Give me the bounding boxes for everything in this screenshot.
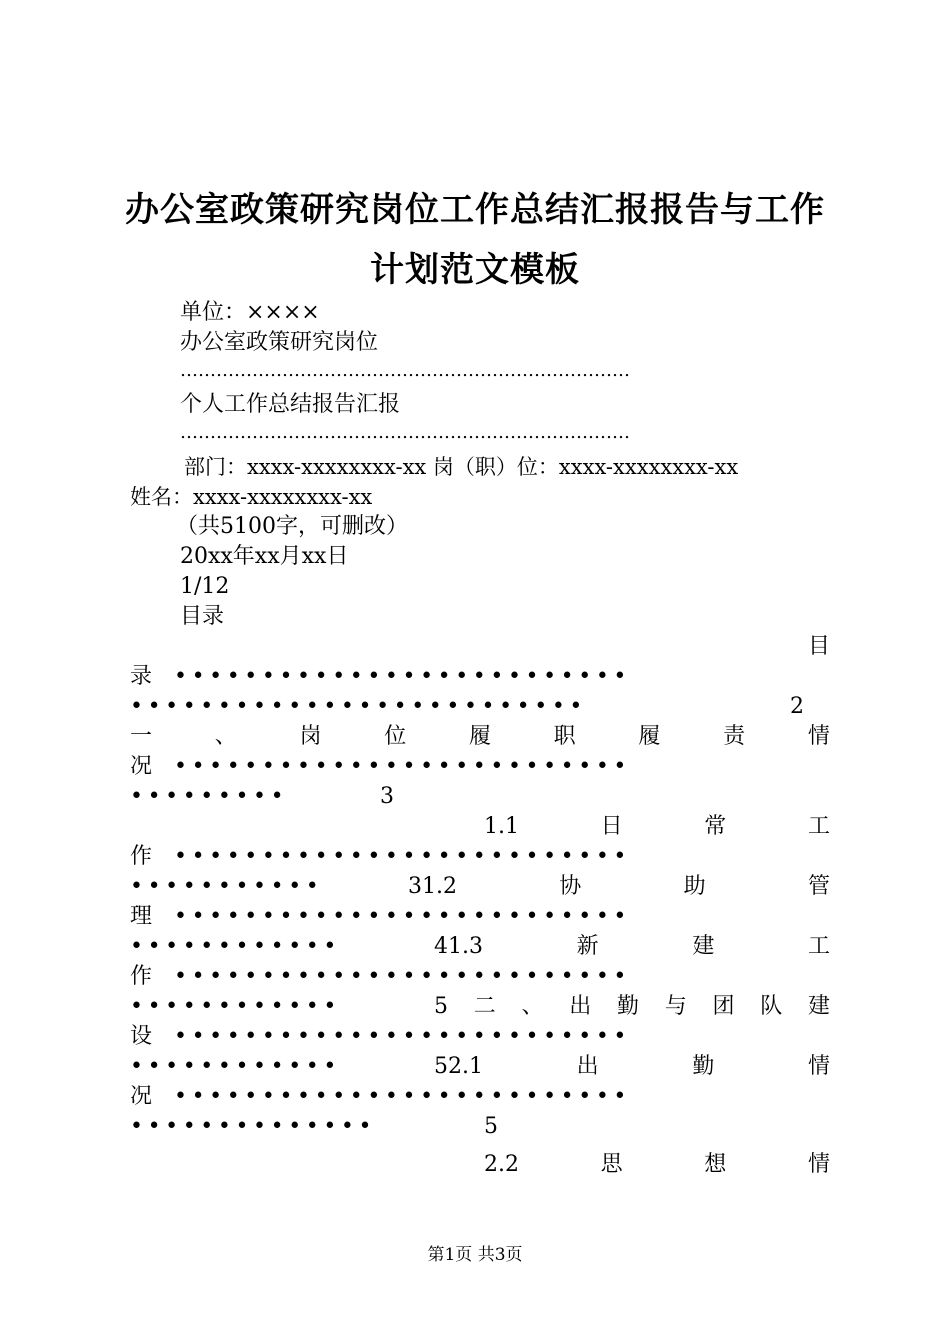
toc-row-15 <box>434 1052 830 1082</box>
toc-row-13 <box>434 992 830 1022</box>
toc-row-11-item: 建 <box>692 934 715 959</box>
toc-row-2-label: 录 <box>130 664 153 689</box>
toc-row-12-label: 作 <box>130 964 153 989</box>
toc-row-6-page: 3 <box>380 784 394 809</box>
toc-row-17-dots: •••••••••••••• <box>130 1114 377 1139</box>
page-footer: 第1页 共3页 <box>427 1245 523 1265</box>
toc-row-7-item: 常 <box>704 814 727 839</box>
toc-row-9-item: 助 <box>683 874 706 899</box>
toc-row-4-char: 履 <box>638 724 661 749</box>
toc-row-7 <box>484 812 830 842</box>
word-count-line: （共5100字，可删改） <box>176 514 408 539</box>
toc-row-14-label: 设 <box>130 1024 153 1049</box>
toc-row-4-char: 、 <box>214 724 237 749</box>
toc-row-16-dots: •••••••••••••••••••••••••• <box>174 1084 631 1109</box>
toc-row-8-dots: •••••••••••••••••••••••••• <box>174 844 631 869</box>
toc-row-7-item: 1.1 <box>484 814 519 839</box>
toc-row-9-item: 31.2 <box>408 874 457 899</box>
toc-row-9-item: 协 <box>559 874 582 899</box>
toc-row-4 <box>130 722 830 752</box>
leader-dots-2: ………………………………………………………………… <box>180 422 630 443</box>
toc-row-9-dots: ••••••••••• <box>130 874 324 899</box>
toc-row-13-dots: •••••••••••• <box>130 994 341 1019</box>
toc-row-4-char: 一 <box>130 724 153 749</box>
toc-row-11-item: 工 <box>807 934 830 959</box>
toc-row-13-item: 5 <box>434 994 448 1019</box>
report-type-line: 个人工作总结报告汇报 <box>180 392 401 417</box>
toc-row-5-label: 况 <box>130 754 153 779</box>
toc-row-18 <box>484 1150 830 1180</box>
toc-row-11-dots: •••••••••••• <box>130 934 341 959</box>
toc-row-13-item: 出 <box>569 994 592 1019</box>
toc-heading: 目录 <box>180 604 225 629</box>
toc-row-5-dots: •••••••••••••••••••••••••• <box>174 754 631 779</box>
toc-row-4-char: 情 <box>807 724 830 749</box>
toc-row-15-item: 52.1 <box>434 1054 483 1079</box>
toc-row-12-dots: •••••••••••••••••••••••••• <box>174 964 631 989</box>
toc-row-7-item: 工 <box>807 814 830 839</box>
toc-row-13-item: 勤 <box>616 994 639 1019</box>
toc-row-10-dots: •••••••••••••••••••••••••• <box>174 904 631 929</box>
document-title-line-2: 计划范文模板 <box>370 250 580 290</box>
document-title-line-1: 办公室政策研究岗位工作总结汇报报告与工作 <box>125 190 825 230</box>
toc-row-9-item: 管 <box>807 874 830 899</box>
toc-row-13-item: 与 <box>664 994 687 1019</box>
toc-row-6-dots: ••••••••• <box>130 784 289 809</box>
toc-row-4-char: 职 <box>553 724 576 749</box>
toc-row-4-char: 责 <box>723 724 746 749</box>
toc-row-18-item: 思 <box>600 1152 623 1177</box>
page-ref-line: 1/12 <box>180 574 230 599</box>
department-line: 部门：xxxx-xxxxxxxx-xx 岗（职）位：xxxx-xxxxxxxx-xx <box>184 455 739 479</box>
toc-row-16-label: 况 <box>130 1084 153 1109</box>
toc-row-11-item: 新 <box>576 934 599 959</box>
toc-row-13-item: 团 <box>712 994 735 1019</box>
toc-row-2-dots: •••••••••••••••••••••••••• <box>174 664 631 689</box>
date-line: 20xx年xx月xx日 <box>180 544 349 569</box>
toc-row-13-item: 建 <box>807 994 830 1019</box>
toc-row-11 <box>434 932 830 962</box>
toc-row-8-label: 作 <box>130 844 153 869</box>
toc-row-13-item: 、 <box>521 994 544 1019</box>
position-line: 办公室政策研究岗位 <box>180 330 379 355</box>
toc-row-13-item: 二 <box>473 994 496 1019</box>
unit-line: 单位：×××× <box>180 300 320 325</box>
toc-row-3-dots: •••••••••••••••••••••••••• <box>130 694 587 719</box>
toc-row-4-char: 履 <box>468 724 491 749</box>
toc-row-15-item: 出 <box>576 1054 599 1079</box>
toc-row-13-item: 队 <box>760 994 783 1019</box>
toc-row-15-item: 情 <box>807 1054 830 1079</box>
toc-row-4-char: 岗 <box>299 724 322 749</box>
toc-row-3-page: 2 <box>790 694 804 719</box>
toc-row-4-char: 位 <box>384 724 407 749</box>
toc-row-18-item: 2.2 <box>484 1152 519 1177</box>
toc-row-1-char: 目 <box>808 634 831 659</box>
toc-row-18-item: 想 <box>704 1152 727 1177</box>
toc-row-11-item: 41.3 <box>434 934 483 959</box>
toc-row-10-label: 理 <box>130 904 153 929</box>
toc-row-15-dots: •••••••••••• <box>130 1054 341 1079</box>
toc-row-14-dots: •••••••••••••••••••••••••• <box>174 1024 631 1049</box>
toc-row-9 <box>408 872 830 902</box>
name-line: 姓名：xxxx-xxxxxxxx-xx <box>130 485 373 509</box>
leader-dots-1: ………………………………………………………………… <box>180 360 630 381</box>
toc-row-7-item: 日 <box>600 814 623 839</box>
toc-row-17-page: 5 <box>484 1114 498 1139</box>
toc-row-18-item: 情 <box>807 1152 830 1177</box>
toc-row-15-item: 勤 <box>692 1054 715 1079</box>
